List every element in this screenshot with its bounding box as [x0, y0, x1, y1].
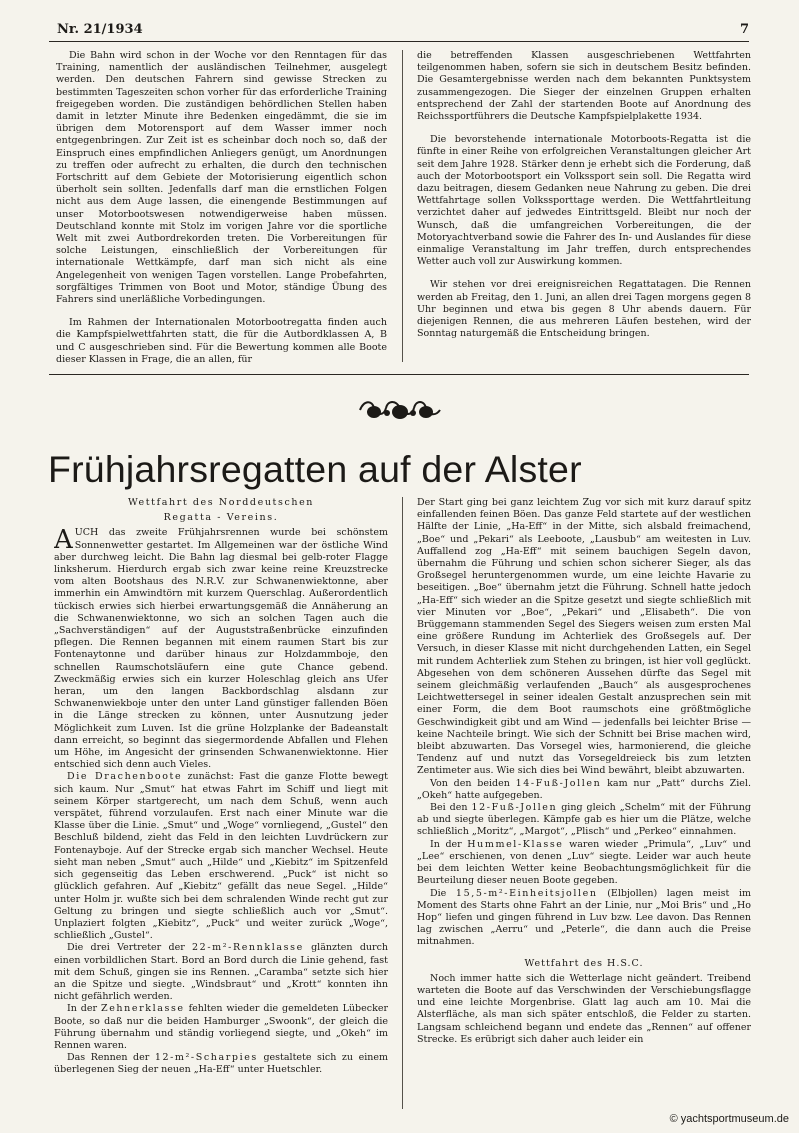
paragraph — [54, 771, 388, 942]
top-article-left-column — [56, 50, 387, 365]
paragraph: Wir stehen vor drei ereignisreichen Regattatagen. Die Rennen werden ab Freitag, den 1. Juni, an allen drei Tagen morgens gegen 8 Uhr beginnen und etwa bis gegen 8 Uhr abends dauern. Für diejenigen Rennen, die aus mehreren Läufen bestehen, wird der Sonntag naturgemäß die Entscheidung bringen. — [417, 279, 751, 340]
paragraph-text: Die drei Vertreter der — [67, 942, 193, 954]
section-heading: Wettfahrt des H.S.C. — [524, 957, 644, 969]
paragraph: Der Start ging bei ganz leichtem Zug vor sich mit kurz darauf spitz einfallenden feinen Böen. Das ganze Feld startete auf der westlichen Hälfte der Linie, „Ha-Eff“ in der Mitte, sich alsbald freimachend, „Boe“ und „Pekari“ als Leeboote, „Lausbub“ am weitesten in Luv. Auffallend zog „Ha-Eff“ mit seinem bauchigen Segeln davon, übernahm die Führung und schien schon sicherer Sieger, als das Großsegel heruntergenommen wurde, um eine leichte Havarie zu beseitigen. „Boe“ übernahm jetzt die Führung. Schnell hatte jedoch „Ha-Eff“ sich wieder an die Spitze gesetzt und siegte schließlich mit vier Minuten vor „Boe“, „Pekari“ und „Elisabeth“. Die von Brüggemann stammenden Segel des Siegers weisen zum ersten Mal eine größere Rundung im Achterliek des Großsegels auf. Der Versuch, in dieser Klasse mit nicht durchgehenden Latten, ein Segel mit rundem Achterliek zum Stehen zu bringen, ist hier voll geglückt. Abgesehen von dem schöneren Aussehen dürfte das Segel mit seinem gleichmäßig verlaufenden „Bauch“ als ausgesprochenes Leichtwettersegel in seiner idealen Gestalt anzusprechen sein mit einer Form, die dem Boot raumschots eine größtmögliche Geschwindigkeit gibt und am Wind — jedenfalls bei leichter Brise — keine Nachteile bringt. Wie sich der Schnitt bei Brise machen wird, bleibt abzuwarten. Das Vorsegel wies, harmonierend, die gleiche Tendenz auf und nutzt das Vorsegeldreieck bis zum letzten Zentimeter aus. Wie sich dies bei Wind bewährt, bleibt abzuwarten. — [417, 497, 751, 777]
watermark: © yachtsportmuseum.de — [669, 1113, 789, 1125]
drop-cap: A — [54, 525, 73, 556]
paragraph-text: waren wieder „Primula“, „Luv“ und „Lee“ erschienen, von denen „Luv“ siegte. Leider war auch heute bei dem leichten Wetter keine Beobachtungsmöglichkeit für die Beurteilung dieser neuen Boote gegeben. — [417, 838, 751, 887]
paragraph — [417, 802, 751, 839]
paragraph-text: ging gleich „Schelm“ mit der Führung ab und siegte überlegen. Kämpfe gab es hier um die Plätze, welche schließlich „Moritz“, „Margot“, „Plisch“ und „Perkeo“ einnahmen. — [417, 802, 751, 838]
paragraph-text: glänzten durch einen vorbildlichen Start. Bord an Bord durch die Linie gehend, fast mit dem Schuß, gingen sie ins Rennen. „Caramba“ setzte sich hier an die Spitze und siegte. „Windsbraut“ und „Krott“ konnten ihn nicht gefährlich werden. — [54, 942, 388, 1003]
paragraph — [54, 527, 388, 771]
paragraph — [54, 942, 388, 1003]
issue-number: Nr. 21/1934 — [57, 22, 143, 37]
class-label: 12-m²-Scharpies — [154, 1052, 258, 1064]
paragraph-text: kam nur „Patt“ durchs Ziel. „Okeh“ hatte aufgegeben. — [417, 777, 751, 801]
page-number: 7 — [739, 22, 749, 37]
class-label: 15,5-m²-Einheitsjollen — [455, 887, 598, 899]
paragraph-text: Das Rennen der — [67, 1052, 155, 1064]
paragraph: Die Bahn wird schon in der Woche vor den Renntagen für das Training, namentlich der ausländischen Teilnehmer, ausgelegt werden. Den deutschen Fahrern sind gewisse Strecken zu bestimmten Tageszeiten schon vorher für das erforderliche Training freigegeben worden. Die zuständigen behördlichen Stellen haben damit in letzter Minute ihre Bedenken eingedämmt, die sie im übrigen dem Motorensport auf dem Wasser immer noch entgegenbringen. Zur Zeit ist es scheinbar doch noch so, daß der Einspruch eines empfindlichen Anliegers genügt, um Anordnungen zu treffen oder aufrecht zu erhalten, die durch den technischen Fortschritt auf dem Gebiete der Motorisierung eigentlich schon überholt sein sollten. Jedenfalls darf man die ernstlichen Folgen nicht aus dem Auge lassen, die einengende Bestimmungen auf unser Motorbootswesen notwendigerweise haben müssen. Deutschland konnte mit Stolz im vorigen Jahre vor die sportliche Welt mit zwei Autbordrekorden treten. Die Vorbereitungen für solche Leistungen, einschließlich der Vorbereitungen für internationale Wettkämpfe, darf man sich nicht als eine Angelegenheit von wenigen Tagen vorstellen. Lange Probefahrten, sorgfältiges Trimmen von Boot und Motor, ständige Übung des Fahrers sind unerläßliche Vorbedingungen. — [56, 50, 387, 306]
paragraph — [417, 839, 751, 888]
class-label: 14-Fuß-Jollen — [515, 777, 602, 789]
paragraph-text: Die — [430, 887, 456, 899]
ornament-icon — [356, 396, 444, 422]
paragraph-text: Bei den — [430, 802, 472, 814]
class-label: 12-Fuß-Jollen — [471, 802, 558, 814]
paragraph-text: gestaltete sich zu einem überlegenen Sieg der neuen „Ha-Eff“ unter Huetschler. — [54, 1052, 388, 1076]
paragraph: Noch immer hatte sich die Wetterlage nicht geändert. Treibend warteten die Boote auf das Verschwinden der Verschiebungsflagge und eine leichte Morgenbrise. Glatt lag auch am 10. Mai die Alsterfläche, als man sich später entschloß, die Felder zu starten. Langsam schleichend begann und endete das „Rennen“ auf offener Strecke. Es erübrigt sich daher auch leider ein — [417, 972, 751, 1045]
paragraph — [54, 1003, 388, 1052]
paragraph — [417, 778, 751, 802]
column-divider — [402, 497, 403, 1109]
class-label: 22-m²-Rennklasse — [192, 942, 304, 954]
paragraph — [417, 888, 751, 949]
paragraph-text: fehlten wieder die gemeldeten Lübecker Boote, so daß nur die beiden Hamburger „Swoonk“, der gleich die Führung übernahm und ständig vorliegend siegte, und „Okeh“ im Rennen waren. — [54, 1003, 388, 1051]
section-rule — [49, 374, 749, 375]
paragraph-text: Von den beiden — [430, 777, 516, 789]
paragraph-text: UCH das zweite Frühjahrsrennen wurde bei schönstem Sonnenwetter gestartet. Im Allgemeinen war der östliche Wind aber durchweg leicht. Die Bahn lag diesmal bei gelb-roter Flagge linksherum. Hierdurch ergab sich zwar keine reine Kreuzstrecke vom alten Bootshaus des N.R.V. zur Schwanenwiektonne, aber immerhin ein Amwindtörn mit kurzem Querschlag. Außerordentlich tückisch erwies sich hierbei erwartungsgemäß die Annäherung an die Schwanenwiektonne, wo sich an solchen Tagen auch die „Sachverständigen“ auf der Auguststraßenbrücke einzufinden pflegen. Die Rennen begannen mit einem raumen Start bis zur Fontenaytonne und darüber hinaus zur Holzdammboje, den schnellen Raumschotsläufern eine gute Chance gebend. Zweckmäßig erwies sich ein kurzer Holeschlag gleich ans Ufer heran, um den langen Backbordschlag alsdann zur Schwanenwiekboje unter den unter Land günstiger fallenden Böen in die Länge strecken zu können, unter Ausnutzung jeder Möglichkeit zum Luven. Ist die grüne Holzplanke der Badeanstalt dann erreicht, so beginnt das siegermordende Abfallen und Flehen um Höhe, im Angesicht der grinsenden Schwanenwiektonne. Hier entschied sich denn auch Vieles. — [54, 527, 388, 771]
page-header — [57, 22, 749, 40]
paragraph: Die bevorstehende internationale Motorboots-Regatta ist die fünfte in einer Reihe von erfolgreichen Veranstaltungen gleicher Art seit dem Jahre 1928. Stärker denn je erhebt sich die Forderung, daß auch der Motorbootsport ein Volkssport sein soll. Die Regatta wird dazu beitragen, diesem Gedanken neue Nahrung zu geben. Die drei Wettfahrtage sollen Volkssporttage werden. Die Wettfahrtleitung verzichtet daher auf jedwedes Eintrittsgeld. Bleibt nur noch der Wunsch, daß die umfangreichen Vorbereitungen, die der Motoryachtverband sowie die Fahrer des In- und Auslandes für diese einmalige Veranstaltung im Jahr treffen, durch entsprechendes Wetter auch voll zur Auswirkung kommen. — [417, 134, 751, 268]
paragraph-text: zunächst: Fast die ganze Flotte bewegt sich kaum. Nur „Smut“ hat etwas Fahrt im Schiff und liegt mit seinem Körper startgerecht, um nach dem Schuß, wenn auch verspätet, führend vorzulaufen. Erst nach einer Minute war die Klasse über die Linie. „Smut“ und „Woge“ vornliegend, „Gustel“ den Beschluß bildend, zieht das Feld in den leichten Luvdrückern zur Fontenayboje. Auf der Strecke ergab sich mancher Wechsel. Heute sieht man neben „Smut“ auch „Hilde“ und „Kiebitz“ im Spitzenfeld sich gegenseitig das Leben erschwerend. „Puck“ ist nicht so glücklich gefahren. Auf „Kiebitz“ gefällt das neue Segel. „Hilde“ unter Holm jr. wußte sich bei dem schralenden Winde recht gut zur Geltung zu bringen und siegte schließlich auch vor „Smut“. Unplaziert folgten „Kiebitz“, „Puck“ und weiter zurück „Woge“, schließlich „Gustel“. — [54, 771, 388, 942]
paragraph-text: (Elbjollen) lagen meist im Moment des Starts ohne Fahrt an der Linie, nur „Moi Bris“ und „Ho Hop“ liefen und gingen führend in Luv bzw. Lee davon. Das Rennen lag zwischen „Aerru“ und „Peterle“, die dann auch die Preise mitnahmen. — [417, 887, 751, 948]
paragraph: Im Rahmen der Internationalen Motorbootregatta finden auch die Kampfspielwettfahrten statt, die für die Autbordklassen A, B und C ausgeschrieben sind. Für die Bewertung kommen alle Boote dieser Klassen in Frage, die an allen, für — [56, 317, 387, 365]
subhead-line-1: Wettfahrt des Norddeutschen — [127, 497, 315, 508]
article-headline: Frühjahrsregatten auf der Alster — [48, 448, 582, 490]
paragraph — [54, 1052, 388, 1076]
class-label: Die Drachenboote — [67, 771, 183, 783]
class-label: Hummel-Klasse — [467, 838, 564, 850]
paragraph-text: In der — [430, 838, 468, 850]
article-right-column — [417, 497, 751, 1112]
top-article-right-column — [417, 50, 751, 365]
header-rule — [49, 41, 749, 42]
paragraph: die betreffenden Klassen ausgeschriebenen Wettfahrten teilgenommen haben, sofern sie sich in deutschem Besitz befinden. Die Gesamtergebnisse werden nach dem bekannten Punktsystem zusammengezogen. Die Sieger der einzelnen Gruppen erhalten entsprechend der Zahl der startenden Boote auf Anordnung des Reichssportführers die Deutsche Kampfspielplakette 1934. — [417, 50, 751, 123]
paragraph-text: In der — [67, 1003, 101, 1015]
article-left-column — [54, 497, 388, 1112]
subhead-line-2: Regatta - Vereins. — [163, 512, 279, 524]
column-divider — [402, 50, 403, 362]
class-label: Zehnerklasse — [101, 1003, 185, 1015]
